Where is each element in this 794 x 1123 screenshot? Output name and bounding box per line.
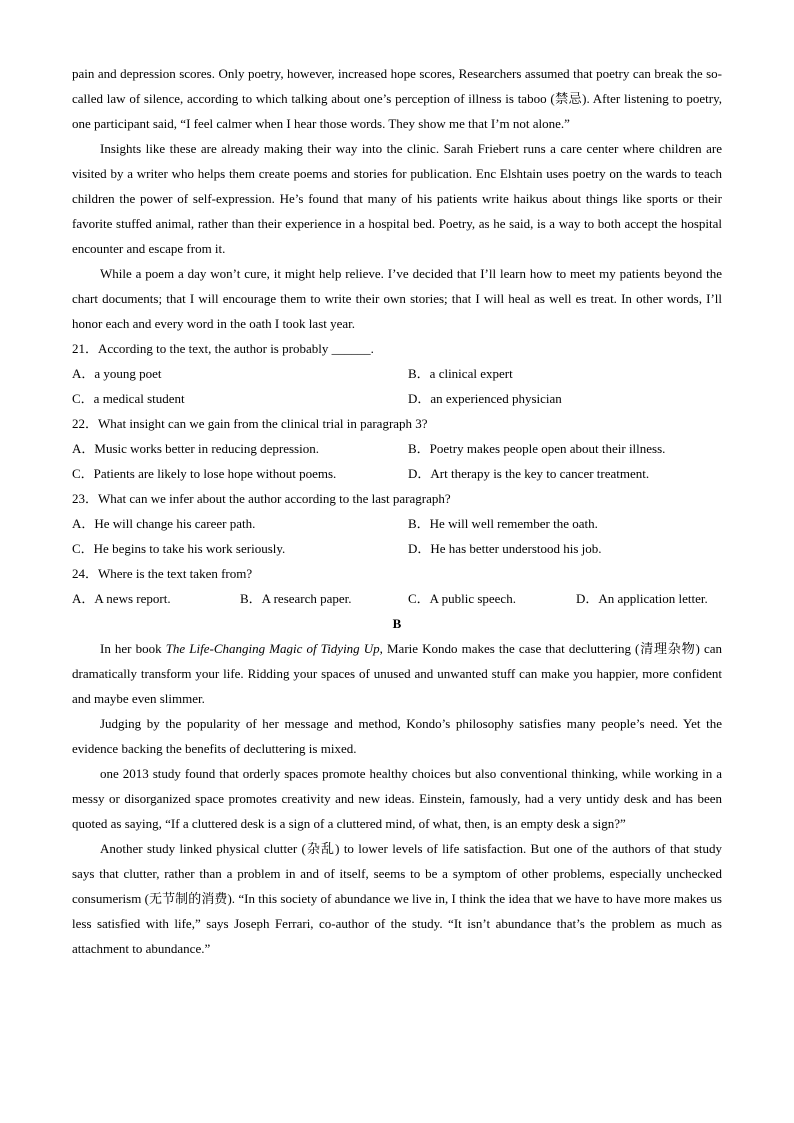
passage-b-paragraph-2: Judging by the popularity of her message and method, Kondo’s philosophy satisfies many people’s need. Yet the evidence backing the benefits of decluttering is mixed. <box>72 716 722 756</box>
passage-b-intro-before: In her book <box>100 641 166 656</box>
passage-a-paragraph-3: While a poem a day won’t cure, it might help relieve. I’ve decided that I’ll learn how to meet my patients beyond the chart documents; that I will encourage them to write their own stories; that I will heal as well es treat. In other words, I’ll honor each and every word in the oath I took last year. <box>72 266 722 331</box>
question-21-options <box>72 361 722 411</box>
option-24-d[interactable]: D．An application letter. <box>576 591 708 606</box>
option-22-a[interactable]: A．Music works better in reducing depression. <box>72 441 319 456</box>
option-22-d[interactable]: D．Art therapy is the key to cancer treatment. <box>408 466 650 481</box>
passage-a-paragraph-2: Insights like these are already making their way into the clinic. Sarah Friebert runs a care center where children are visited by a writer who helps them create poems and stories for publication. Enc Elshtain uses poetry on the wards to teach children the power of self-expression. He’s found that many of his patients write haikus about things like sports or their favorite stuffed animal, rather than their experience in a hospital bed. Poetry, as he said, is a way to both accept the hospital encounter and escape from it. <box>72 141 722 256</box>
option-21-d[interactable]: D．an experienced physician <box>408 391 562 406</box>
option-23-b[interactable]: B．He will well remember the oath. <box>408 516 598 531</box>
question-21: 21．According to the text, the author is probably ______. <box>72 341 374 356</box>
option-22-c[interactable]: C．Patients are likely to lose hope without poems. <box>72 466 337 481</box>
section-b-title: B <box>392 616 402 631</box>
option-23-d[interactable]: D．He has better understood his job. <box>408 541 602 556</box>
option-24-a[interactable]: A．A news report. <box>72 591 171 606</box>
question-24: 24．Where is the text taken from? <box>72 566 253 581</box>
option-22-b[interactable]: B．Poetry makes people open about their illness. <box>408 441 666 456</box>
question-23: 23．What can we infer about the author according to the last paragraph? <box>72 491 451 506</box>
question-24-options <box>72 586 722 611</box>
passage-b-paragraph-4: Another study linked physical clutter (杂乱) to lower levels of life satisfaction. But one of the authors of that study says that clutter, rather than a problem in and of itself, seems to be a symptom of other problems, especially unchecked consumerism (无节制的消费). “In this society of abundance we live in, I think the idea that we have to have more makes us less satisfied with life,” says Joseph Ferrari, co-author of the study. “It isn’t abundance that’s the problem as much as attachment to abundance.” <box>72 841 722 956</box>
option-23-c[interactable]: C．He begins to take his work seriously. <box>72 541 286 556</box>
document-content <box>72 61 722 961</box>
question-23-options <box>72 511 722 561</box>
passage-b-paragraph-3: one 2013 study found that orderly spaces promote healthy choices but also conventional thinking, while working in a messy or disorganized space promotes creativity and new ideas. Einstein, famously, had a very untidy desk and has been quoted as saying, “If a cluttered desk is a sign of a cluttered mind, of what, then, is an empty desk a sign?” <box>72 766 722 831</box>
option-21-c[interactable]: C．a medical student <box>72 391 185 406</box>
option-24-c[interactable]: C．A public speech. <box>408 591 516 606</box>
option-21-a[interactable]: A．a young poet <box>72 366 162 381</box>
passage-b-paragraph-1 <box>72 636 722 711</box>
passage-a-paragraph-1: pain and depression scores. Only poetry, however, increased hope scores, Researchers assumed that poetry can break the so-called law of silence, according to which talking about one’s perception of illness is taboo (禁忌). After listening to poetry, one participant said, “I feel calmer when I hear those words. They show me that I’m not alone.” <box>72 66 722 131</box>
option-23-a[interactable]: A．He will change his career path. <box>72 516 256 531</box>
question-22: 22．What insight can we gain from the clinical trial in paragraph 3? <box>72 416 428 431</box>
passage-b-intro-after: , Marie Kondo makes the case that decluttering (清理杂物) can dramatically transform your life. Ridding your spaces of unused and unwanted stuff can make you happier, more confident and maybe even slimmer. <box>72 641 722 706</box>
question-22-options <box>72 436 722 486</box>
option-21-b[interactable]: B．a clinical expert <box>408 366 513 381</box>
book-title: The Life-Changing Magic of Tidying Up <box>165 641 380 656</box>
option-24-b[interactable]: B．A research paper. <box>240 591 352 606</box>
